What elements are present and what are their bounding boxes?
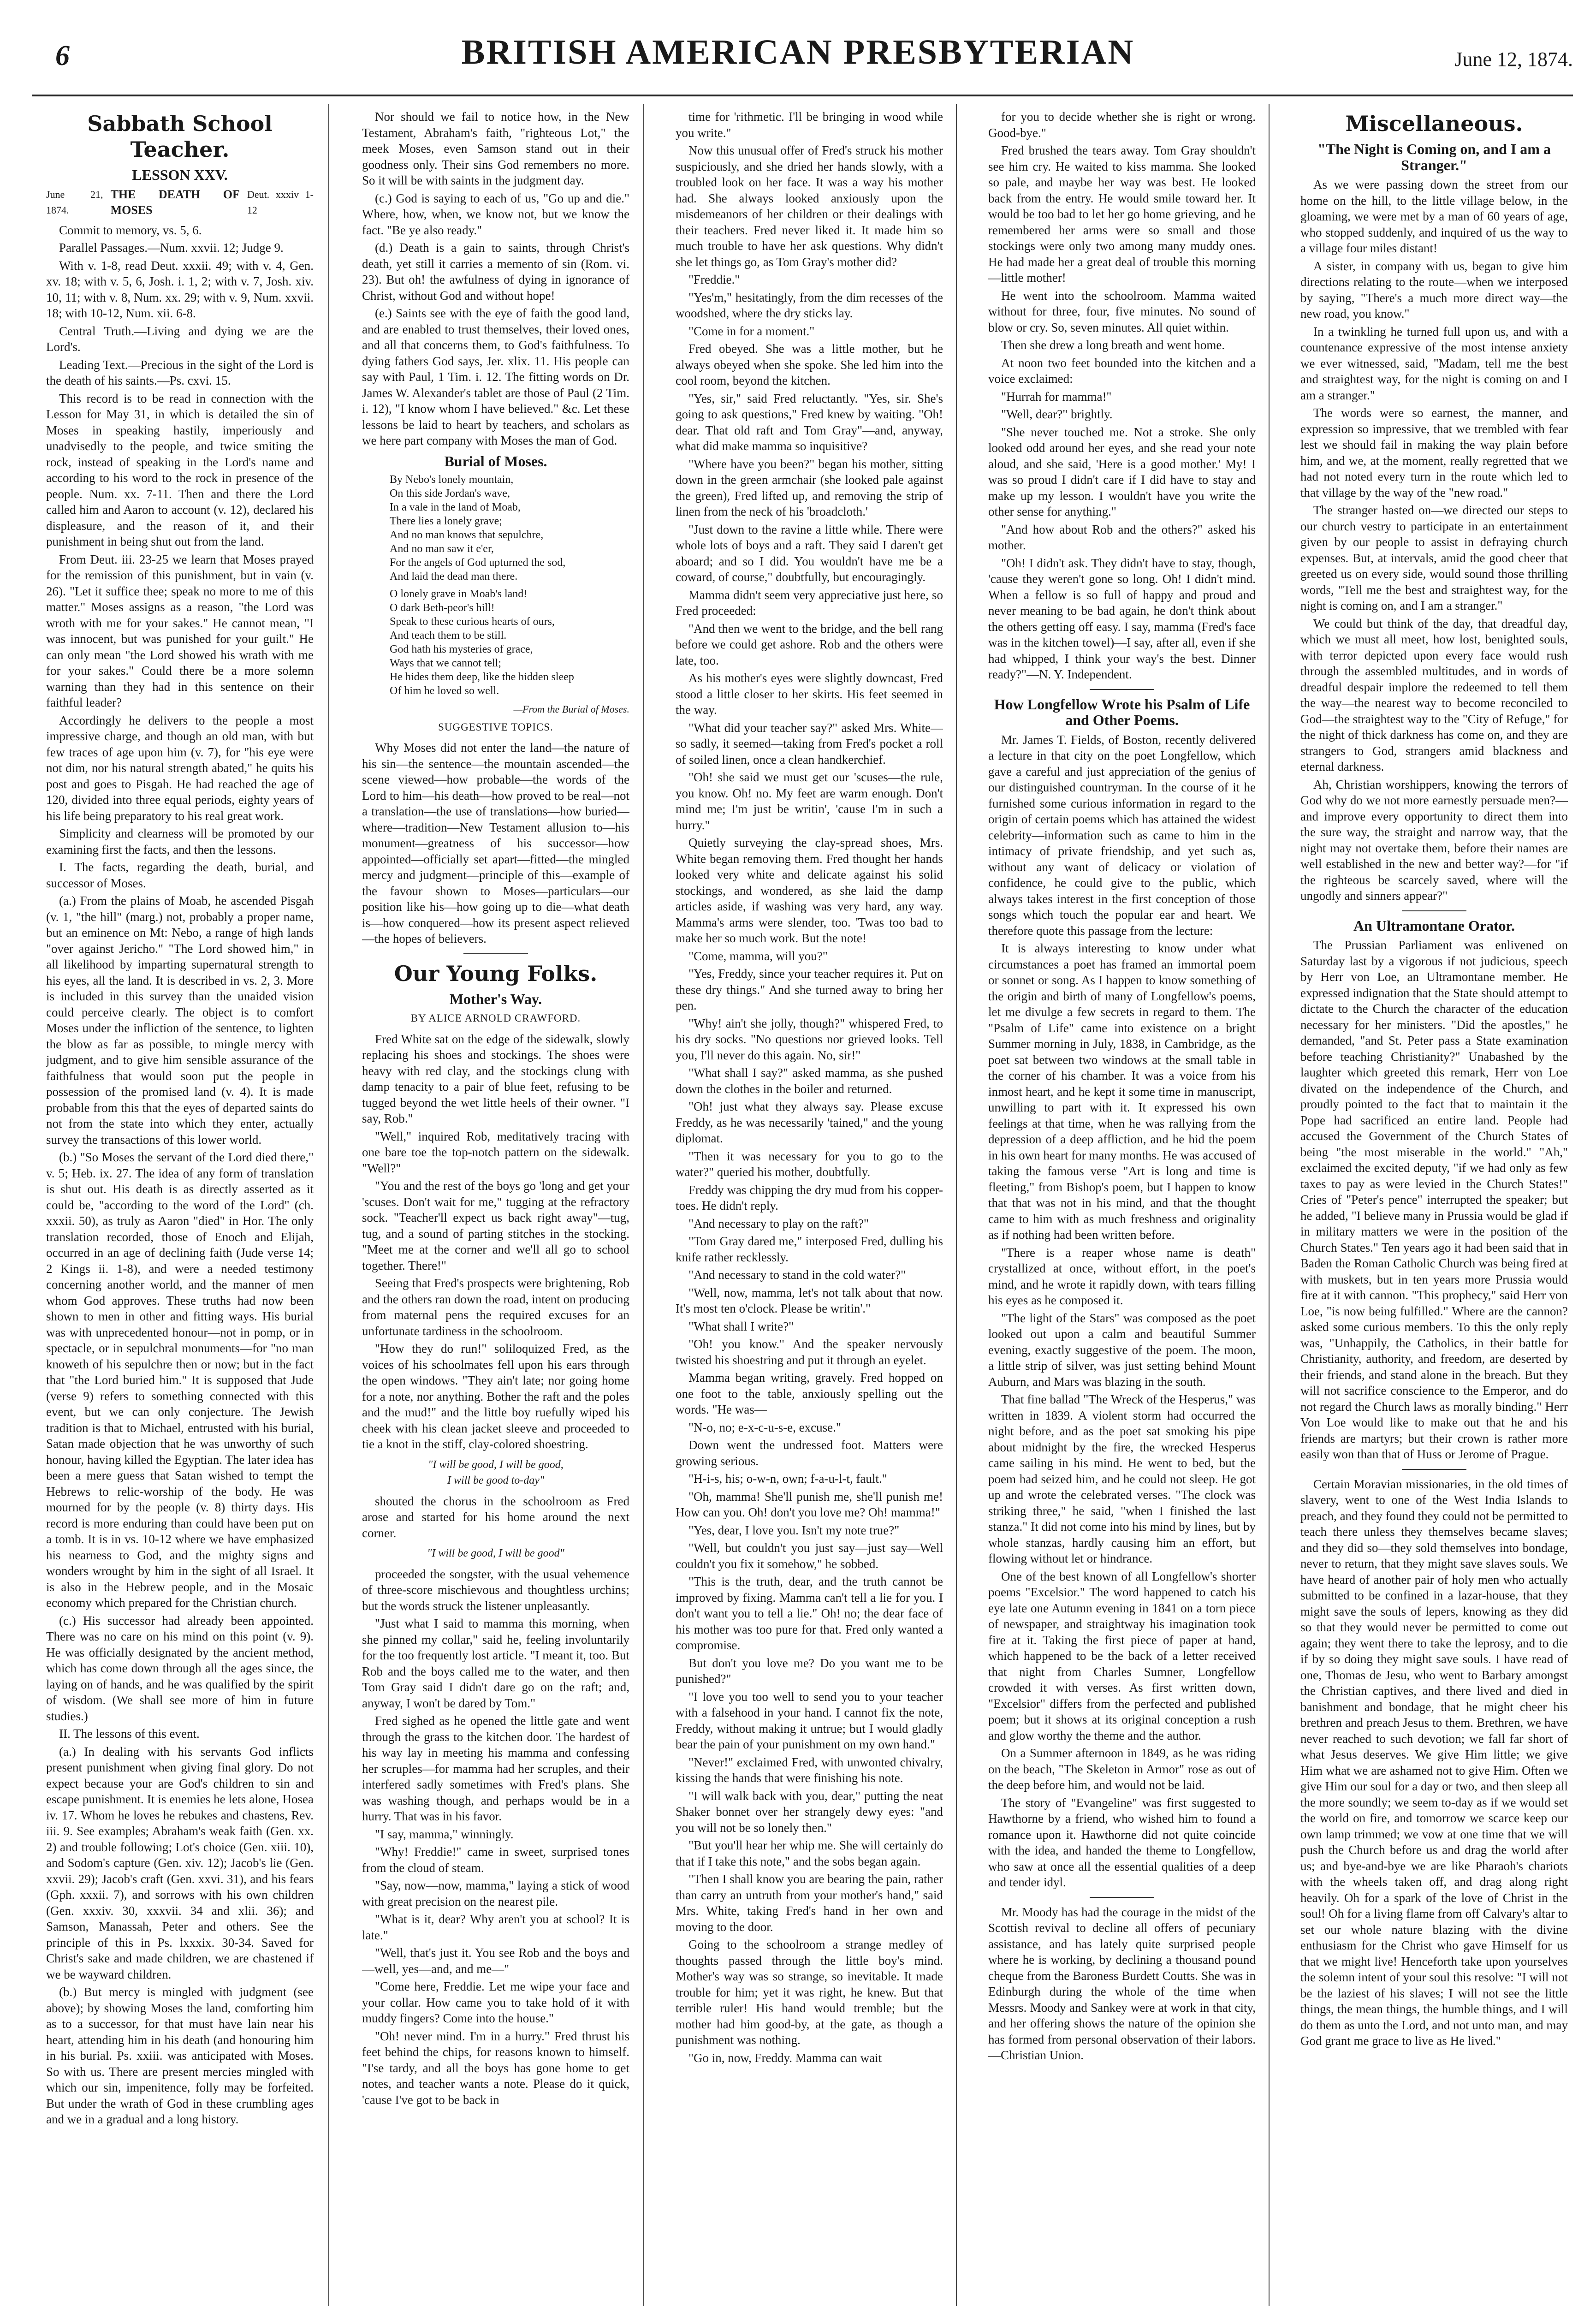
paragraph: "What shall I write?"	[688, 1319, 794, 1333]
poem-stanza: O lonely grave in Moab's land! O dark Beth-peor's hill! Speak to these curious hearts of ours, And teach them to be still. God hath his mysteries of grace, Ways that we cannot tell; He hides them deep, like the hidden sleep Of him he loved so well.	[390, 588, 574, 697]
paragraph: At noon two feet bounded into the kitchen and a voice exclaimed:	[988, 356, 1256, 386]
paragraph: "Hurrah for mamma!"	[1001, 389, 1112, 404]
paper-title: BRITISH AMERICAN PRESBYTERIAN	[461, 33, 1135, 71]
paragraph: "H-i-s, his; o-w-n, own; f-a-u-l-t, fault."	[688, 1472, 887, 1486]
song-quote: "I will be good, I will be good, I will be good to-day"	[428, 1458, 564, 1486]
paragraph: "Oh! I didn't ask. They didn't have to stay, though, 'cause they weren't gone so long. Oh! I didn't mind. When a fellow is so full of happy and proud and never meaning to be bad again, he don't think about the others getting off easy. I say, mamma (Fred's face was in the kitchen towel)—I say, after all, even if she had whipped, I think your way's the best. Dinner ready?"—N. Y. Independent.	[988, 556, 1256, 681]
story-title: Mother's Way.	[449, 990, 542, 1007]
paragraph: "I love you too well to send you to your teacher with a falsehood in your hand. I cannot fix the note, Freddy, without making it untrue; but I would gladly bear the pain of your punishment on my own hand."	[676, 1689, 943, 1751]
paragraph: Going to the schoolroom a strange medley of thoughts passed through the little boy's mind. Mother's way was so strange, so inevitable. It made trouble for him; yet it was right, he knew. But that terrible ruler! His hand would tremble; but the mother had him good-by, at the gate, as though a punishment was nothing.	[676, 1938, 943, 2047]
article-title: "The Night is Coming on, and I am a Stranger."	[1317, 141, 1551, 173]
paragraph: "Come in for a moment."	[688, 324, 815, 338]
paragraph: "Go in, now, Freddy. Mamma can wait	[688, 2050, 882, 2065]
paragraph: II. The lessons of this event.	[59, 1727, 200, 1741]
paragraph: "Where have you been?" began his mother, sitting down in the green armchair (she looked pale against the green), Fred lifted up, and removing the strip of linen from the neck of his 'broadcloth.'	[676, 457, 943, 518]
paragraph: "This is the truth, dear, and the truth cannot be improved by fixing. Mamma can't tell a lie for you. I don't want you to tell a lie." Oh! no; the dear face of his mother was too pure for that. Fred only wanted a compromise.	[676, 1575, 943, 1652]
masthead-rule	[32, 95, 1573, 96]
column-1	[46, 109, 314, 2306]
paragraph: "Well, now, mamma, let's not talk about that now. It's most ten o'clock. Please be writin'."	[676, 1285, 943, 1315]
section-title: Miscellaneous.	[1345, 111, 1523, 136]
paragraph: He went into the schoolroom. Mamma waited without for three, four, five minutes. No sound of blow or cry. So, seven minutes. All quiet within.	[988, 288, 1256, 334]
paragraph: (b.) "So Moses the servant of the Lord died there," v. 5; Heb. ix. 27. The idea of any form of translation is shut out. His death is as directly asserted as it could be, "according to the word of the Lord" (ch. xxxii. 50), as truly as Aaron "died" in Hor. The only translation recorded, those of Enoch and Elijah, occurred in an age of declining faith (Jude verse 14; 2 Kings ii. 1-8), and were a needed testimony concerning another world, and the manner of men whom God approves. These truths had now been shown to men in other and fitting ways. His burial was with unprecedented honour—not in pomp, or in spectacle, or in sepulchral monuments—for "no man knoweth of his sepulchre then or now; but in the fact that "the Lord buried him." It is supposed that Jude (verse 9) refers to something connected with this event, but we can only conjecture. The Jewish tradition is that to Michael, entrusted with his burial, Satan made objection that he was unworthy of such honour, having killed the Egyptian. The later idea has been a mere guess that Satan wished to tempt the Hebrews to relic-worship of the body. He was mourned for by the people (v. 8) thirty days. His record is more enduring than could have been put on a tomb. It is in vs. 10-12 where we have emphasized his nearness to God, and the mighty signs and wonders wrought by him in the sight of all Israel. It is also in the Hebrew people, and in the Mosaic economy which prepared for the Christian church.	[46, 1150, 314, 1610]
paragraph: "Then I shall know you are bearing the pain, rather than carry an untruth from your mother's hand," said Mrs. White, taking Fred's hand in her own and moving to the door.	[676, 1872, 943, 1934]
paragraph: (b.) But mercy is mingled with judgment (see above); by showing Moses the land, comforting him as to a successor, for that must have lain near his heart, attending him in his death (and honouring him in his burial. Ps. xxiii. was anticipated with Moses. So with us. There are present mercies mingled with which our sin, impenitence, folly may be forfeited. But under the wrath of God in these crumbling ages and we in a gradual and a long history.	[46, 1985, 314, 2126]
section-title: Our Young Folks.	[394, 961, 598, 986]
paragraph: The Prussian Parliament was enlivened on Saturday last by a vigorous if not judicious, speech by Herr von Loe, an Ultramontane member. He expressed indignation that the State should attempt to dictate to the Church the character of the education necessary for her ministers. "Did the apostles," he demanded, "and St. Peter pass a State examination before teaching Christianity?" Unabashed by the laughter which greeted this remark, Herr von Loe divated on the independence of the Church, and proudly pointed to the fact that to maintain it the Pope had sacrificed an entire land. People had accused the Government of the Church States of being "the most miserable in the world." "Ah," exclaimed the excited deputy, "if we had only as few taxes to pay as were levied in the Church States!" Cries of "Peter's pence" interrupted the speaker; but he added, "I believe many in Prussia would be glad if in military matters we were in the position of the Church States." Ten years ago it had been said that in Baden the Roman Catholic Church was being fired at with muskets, but in ten years more Prussia would fire at it with cannon. "This prophecy," said Herr von Loe, "is now being fulfilled." Where are the cannon? asked some curious members. To this the only reply was, "Unhappily, the Catholics, in their battle for Christianity, authority, and freedom, are deserted by their friends, and stand alone in the breach. But they will not sacrifice conscience to the Emperor, and do not regard the Church laws as morally binding." Herr Von Loe would like to make out that he and his friends are martyrs; but their crown is rather more easily won than that of Huss or Jerome of Prague.	[1300, 938, 1568, 1461]
paragraph: "And then we went to the bridge, and the bell rang before we could get ashore. Rob and the others were late, too.	[676, 621, 943, 667]
paragraph: Mamma didn't seem very appreciative just here, so Fred proceeded:	[676, 588, 943, 618]
lesson-date: June 21, 1874.	[46, 188, 103, 216]
paragraph: This record is to be read in connection with the Lesson for May 31, in which is detailed the sin of Moses in speaking hastily, imperiously and unadvisedly to the people, and twice smiting the rock, instead of speaking in the Lord's name and according to his word to the rock in presence of the people. Num. xx. 7-11. Then and there the Lord called him and Aaron to account (v. 12), declared his displeasure, and the reason of it, and their punishment in being shut out from the land.	[46, 391, 314, 548]
paragraph: Quietly surveying the clay-spread shoes, Mrs. White began removing them. Fred thought her hands looked very white and delicate against his solid stockings, and wondered, as she laid the damp articles aside, if washing was very hard, any way. Mamma's arms were slender, too. 'Twas too bad to make her so much work. But the note!	[676, 836, 943, 945]
page-number: 6	[55, 40, 70, 71]
paragraph: Freddy was chipping the dry mud from his copper-toes. He didn't reply.	[676, 1183, 943, 1212]
paragraph: for you to decide whether she is right or wrong. Good-bye."	[988, 110, 1256, 140]
paragraph: "Why! Freddie!" came in sweet, surprised tones from the cloud of steam.	[362, 1845, 629, 1875]
paragraph: "Why! ain't she jolly, though?" whispered Fred, to his dry socks. "No questions nor grieved looks. Tell you, I'll never do this again. No, sir!"	[676, 1016, 943, 1062]
paragraph: It is always interesting to know under what circumstances a poet has framed an immortal poem or sonnet or song. As I happen to know something of the origin and birth of many of Longfellow's poems, let me divulge a few secrets in regard to them. The "Psalm of Life" came into existence on a bright Summer morning in July, 1838, in Cambridge, as the poet sat between two windows at the small table in the corner of his chamber. It was a voice from his inmost heart, and he kept it some time in manuscript, unwilling to part with it. It expressed his own feelings at that time, when he was rallying from the depression of a deep affliction, and he hid the poem in his own heart for many months. He was accused of taking the famous verse "Art is long and time is fleeting," from Bishop's poem, but I happen to know that that was not in his mind, and that the thought came to him with as much freshness and originality as if nothing had been written before.	[988, 941, 1256, 1242]
column-4	[988, 109, 1256, 2306]
paragraph: (e.) Saints see with the eye of faith the good land, and are enabled to trust themselves, their loved ones, and all that concerns them, to God's faithfulness. To dying fathers God says, Jer. xlix. 11. His people can say with Paul, 1 Tim. i. 12. The fitting words on Dr. James W. Alexander's tablet are those of Paul (2 Tim. i. 12), "I know whom I have believed." &c. Let these lessons be laid to heart by teachers, and scholars as we here part company with Moses the man of God.	[362, 306, 629, 447]
lesson-title: THE DEATH OF MOSES	[110, 187, 240, 217]
paragraph: "N-o, no; e-x-c-u-s-e, excuse."	[688, 1420, 841, 1434]
paragraph: "What did your teacher say?" asked Mrs. White—so sadly, it seemed—taking from Fred's pocket a roll of soiled linen, once a clean handkerchief.	[676, 720, 943, 767]
paragraph: "What shall I say?" asked mamma, as she pushed down the clothes in the boiler and returned.	[676, 1066, 943, 1096]
column-divider	[643, 104, 644, 2306]
paragraph: "Come here, Freddie. Let me wipe your face and your collar. How came you to take hold of it with muddy fingers? Come into the house."	[362, 1979, 629, 2025]
poem-stanza: By Nebo's lonely mountain, On this side Jordan's wave, In a vale in the land of Moab, There lies a lonely grave; And no man knows that sepulchre, And no man saw it e'er, For the angels of God upturned the sod, And laid the dead man there.	[390, 474, 566, 582]
paragraph: Fred brushed the tears away. Tom Gray shouldn't see him cry. He waited to kiss mamma. She looked so pale, and maybe her way was best. He looked back from the entry. He would smile toward her. It would be too bad to let her go home grieving, and he remembered her arms were so small and those stockings were only two among many muddy ones. He had made her a great deal of trouble this morning—little mother!	[988, 143, 1256, 285]
paragraph: (c.) God is saying to each of us, "Go up and die." Where, how, when, we know not, but we know the fact. "Be ye also ready."	[362, 191, 629, 237]
paragraph: "Just down to the ravine a little while. There were whole lots of boys and a raft. They said I daren't get aboard; and so I did. You wouldn't have me be a coward, of course," doubtfully, but encouragingly.	[676, 522, 943, 584]
paragraph: "Then it was necessary for you to go to the water?" queried his mother, doubtfully.	[676, 1149, 943, 1179]
paragraph: Fred obeyed. She was a little mother, but he always obeyed when she spoke. She led him into the cool room, beyond the kitchen.	[676, 342, 943, 387]
paragraph: A sister, in company with us, began to give him directions relating to the route—when we interposed by saying, "There's a much more direct way—the new road, you know."	[1300, 259, 1568, 321]
paragraph: "I say, mamma," winningly.	[375, 1827, 514, 1841]
paragraph: (c.) His successor had already been appointed. There was no care on his mind on this point (v. 9). He was officially designated by the ancient method, which has come down through all the ages since, the laying on of hands, and he was qualified by the spirit of wisdom. (We shall see more of him in future studies.)	[46, 1613, 314, 1723]
paragraph: Accordingly he delivers to the people a most impressive charge, and though an old man, with but few traces of age upon him (v. 7), for "his eye were not dim, nor his natural strength abated," he quits his post and goes to Pisgah. He had reached the age of 120, divided into three equal periods, eighty years of his life being preparatory to his real great work.	[46, 713, 314, 823]
paragraph: I. The facts, regarding the death, burial, and successor of Moses.	[46, 860, 314, 890]
paragraph: Commit to memory, vs. 5, 6.	[59, 223, 202, 237]
paragraph: Mr. Moody has had the courage in the midst of the Scottish revival to decline all offers of pecuniary assistance, and has lately quite surprised people where he is working, by declining a thousand pound cheque from the Baroness Burdett Coutts. She was in Edinburgh during the whole of the time when Messrs. Moody and Sankey were at work in that city, and her offering shows the nature of the opinion she has formed from personal observation of their labors.—Christian Union.	[988, 1905, 1256, 2062]
column-3	[676, 109, 943, 2306]
paragraph: Certain Moravian missionaries, in the old times of slavery, went to one of the West India Islands to preach, and they found they could not be permitted to teach there unless they themselves became slaves; and they did so—they sold themselves into bondage, never to return, that they might save slaves souls. We have heard of another pair of holy men who actually submitted to be confined in a lazar-house, that they might save the souls of lepers, knowing as they did so that they would never be permitted to come out again; they went there to take the leprosy, and to die if by so doing they might save souls. I have read of one, Thomas de Jesu, who went to Barbary amongst the Christian captives, and there lived and died in banishment and bondage, that he might cheer his brethren and preach Jesus to them. Brethren, we have never reached to such devotion; we fall far short of what Jesus deserves. We give Him little; we give Him what we are ashamed not to give Him. Often we give Him our soul for a day or two, and then sleep all the more soundly; we seem to-day as if we would set the world on fire, and tomorrow we scarce keep our own lamp trimmed; we vow at one time that we will push the Church before us and drag the world after us; and bye-and-bye we are like Pharaoh's chariots with the wheels taken off, and drag along right heavily. Oh for a spark of the love of Christ in the soul! Oh for a living flame from off Calvary's altar to set our whole nature blazing with the divine enthusiasm for the Christ who gave Himself for us that we might live! Henceforth take upon yourselves the solemn intent of your soul this resolve: "I will not be the laziest of his slaves; I will not see the little things, the mean things, the humble things, and I will do them as unto the Lord, and not unto man, and may God grant me grace to live as He lived."	[1300, 1477, 1568, 2048]
paragraph: We could but think of the day, that dreadful day, which we must all meet, how lost, benighted souls, with terror depicted upon every face would rush through the assembled multitudes, and in words of dreadful despair implore the redeemed to tell them the way—the nearest way to become reconciled to God—the straightest way to the "City of Refuge," for the night of thick darkness has come on, and they are strangers to God, strangers amid blackness and eternal darkness.	[1300, 616, 1568, 773]
paragraph: With v. 1-8, read Deut. xxxii. 49; with v. 4, Gen. xv. 18; with v. 5, 6, Josh. i. 1, 2; with v. 7, Josh. xiv. 10, 11; with v. 8, Num. xx. 29; with v. 9, Num. xxvii. 18; with 10-12, Num. xii. 6-8.	[46, 258, 314, 320]
lesson-header	[46, 187, 314, 219]
paragraph: Leading Text.—Precious in the sight of the Lord is the death of his saints.—Ps. cxvi. 15.	[46, 357, 314, 387]
paragraph: "Come, mamma, will you?"	[688, 949, 828, 963]
column-divider	[328, 104, 329, 2306]
paragraph: Fred sighed as he opened the little gate and went through the grass to the kitchen door. The hardest of his way lay in meeting his mamma and confessing her scruples—for mamma had her scruples, and their interfered sadly sometimes with Fred's plans. She was washing though, and perhaps would be in a hurry. That was in his favor.	[362, 1714, 629, 1823]
paragraph: Seeing that Fred's prospects were brightening, Rob and the others ran down the road, intent on producing from maternal pens the required excuses for an unfortunate tardiness in the schoolroom.	[362, 1276, 629, 1338]
article-title: How Longfellow Wrote his Psalm of Life and Other Poems.	[994, 695, 1250, 728]
paragraph: Nor should we fail to notice how, in the New Testament, Abraham's faith, "righteous Lot," the meek Moses, even Samson stand out in their goodness only. Their sins God remembers no more. So it will be with saints in the judgment day.	[362, 110, 629, 187]
paragraph: But don't you love me? Do you want me to be punished?"	[676, 1656, 943, 1686]
article-title: An Ultramontane Orator.	[1353, 917, 1515, 934]
paragraph: Ah, Christian worshippers, knowing the terrors of God why do we not more earnestly persuade men?—and improve every opportunity to direct them into the sure way, the straight and narrow way, that the night may not overtake them, before their names are well established in the new and better way?—for "if the righteous be scarcely saved, where will the ungodly and sinners appear?"	[1300, 777, 1568, 903]
paragraph: That fine ballad "The Wreck of the Hesperus," was written in 1839. A violent storm had occurred the night before, and as the poet sat smoking his pipe about midnight by the fire, the wrecked Hesperus came sailing in his mind. He went to bed, but the poem had seized him, and he could not sleep. He got up and wrote the celebrated verses. "The clock was striking three," he said, "when I finished the last stanza." It did not come into his mind by lines, but by whole stanzas, hardly causing him an effort, but flowing without let or hindrance.	[988, 1392, 1256, 1565]
paragraph: "And necessary to stand in the cold water?"	[688, 1268, 906, 1282]
paragraph: Why Moses did not enter the land—the nature of his sin—the sentence—the mountain ascended—the scene viewed—how probable—the words of the Lord to him—his death—how proved to be real—not a translation—the use of translations—how buried—where—tradition—New Testament allusion to—his monument—greatness of his successor—how appointed—officially set apart—fitted—the mingled mercy and judgment—principle of this—example of the favour shown to Moses—particulars—our position like his—how going up to die—what death is—how conquered—how its present aspect relieved—the hopes of believers.	[362, 741, 629, 945]
paragraph: From Deut. iii. 23-25 we learn that Moses prayed for the remission of this punishment, but in vain (v. 26). "Let it suffice thee; speak no more to me of this matter." Moses assigns as a reason, "the Lord was wroth with me for your sakes." He cannot mean, "I was innocent, but was punished for your guilt." He can only mean "the Lord showed his wrath with me for your sakes." Could there be a more solemn warning than they had in this sentence on their faithful leader?	[46, 552, 314, 709]
lesson-reference: Deut. xxxiv 1-12	[247, 188, 314, 216]
paragraph: "The light of the Stars" was composed as the poet looked out upon a calm and beautiful Summer evening, exactly suggestive of the poem. The moon, a little strip of silver, was just setting behind Mount Auburn, and Mars was blazing in the south.	[988, 1311, 1256, 1389]
paragraph: "And necessary to play on the raft?"	[688, 1216, 869, 1230]
paragraph: Central Truth.—Living and dying we are the Lord's.	[46, 324, 314, 354]
paragraph: Then she drew a long breath and went home.	[1001, 338, 1225, 352]
paragraph: "Well, but couldn't you just say—just say—Well couldn't you fix it somehow," he sobbed.	[676, 1541, 943, 1571]
paragraph: The words were so earnest, the manner, and expression so impressive, that we trembled with fear lest we should fail in making the way plain before him, and we, at the moment, really regretted that we had not noted every turn in the route which led to that village by the way of the "new road."	[1300, 406, 1568, 499]
paragraph: "I will walk back with you, dear," putting the neat Shaker bonnet over her strangely dewy eyes: "and you will not be so lonely then."	[676, 1789, 943, 1835]
poem-title: Burial of Moses.	[444, 452, 547, 470]
column-5	[1300, 109, 1568, 2306]
paragraph: "And how about Rob and the others?" asked his mother.	[988, 522, 1256, 552]
divider	[1402, 1469, 1466, 1470]
paragraph: "Freddie."	[688, 273, 740, 286]
paragraph: "There is a reaper whose name is death" crystallized at once, without effort, in the poet's mind, and he wrote it rapidly down, with tears filling his eyes as he composed it.	[988, 1245, 1256, 1307]
paragraph: time for 'rithmetic. I'll be bringing in wood while you write."	[676, 110, 943, 140]
paragraph: Down went the undressed foot. Matters were growing serious.	[676, 1438, 943, 1468]
song-quote: "I will be good, I will be good"	[427, 1547, 564, 1559]
paragraph: "Oh! just what they always say. Please excuse Freddy, as he was necessarily 'tained," and the young diplomat.	[676, 1100, 943, 1145]
paragraph: "Oh, mamma! She'll punish me, she'll punish me! How can you. Oh! don't you love me? Oh! mamma!"	[676, 1489, 943, 1519]
paragraph: "How they do run!" soliloquized Fred, as the voices of his schoolmates fell upon his ears through the open windows. "They ain't late; nor going home for a note, nor anything. Bother the raft and the poles and the mud!" and the little boy ruefully wiped his cheek with his clean jacket sleeve and proceeded to tie a knot in the stiff, clay-colored shoestring.	[362, 1342, 629, 1451]
paragraph: (a.) In dealing with his servants God inflicts present punishment when giving final glory. Do not expect because your are God's children to sin and escape punishment. It is enemies he lets alone, Hosea iv. 17. Whom he loves he rebukes and chastens, Rev. iii. 9. See examples; Abraham's weak faith (Gen. xx. 2) and trouble following; Lot's choice (Gen. xiii. 10), and Sodom's capture (Gen. xiv. 12); Jacob's lie (Gen. xxvii. 29); Jacob's craft (Gen. xxvi. 31), and his fears (Gph. xxxii. 7), and sorrows with his own children (Gen. xxxiv. 30, xxxvii. 34 and xlii. 36); and Samson, Manassah, Peter and others. See the principle of this in Ps. lxxxix. 30-34. Saved for Christ's sake and made children, we are chastened if we be wayward children.	[46, 1744, 314, 1981]
lesson-number: LESSON XXV.	[132, 166, 228, 183]
paragraph: (a.) From the plains of Moab, he ascended Pisgah (v. 1, "the hill" (marg.) not, probably a proper name, but an eminence on Mt: Nebo, a range of high lands "over against Jericho." "The Lord showed him," in all likelihood by imparting supernatural strength to his eyes, all the land. It is described in vs. 2, 3. More is included in this survey than the unaided vision could perceive clearly. The object is to comfort Moses under the infliction of the sentence, to lighten the blow as far as possible, to mingle mercy with judgment, and to give him sensible assurance of the faithfulness that would soon put the people in possession of the promised land (v. 4). It is made probable from this that the eyes of departed saints do not from the state into which they enter, actually survey the transactions of this lower world.	[46, 894, 314, 1147]
paragraph: "Well, dear?" brightly.	[1001, 407, 1113, 421]
column-divider	[1269, 104, 1270, 2306]
paragraph: "She never touched me. Not a stroke. She only looked odd around her eyes, and she read your note aloud, and she said, 'Here is a good mother.' My! I was so proud I didn't care if I did have to stay and make up my lesson. I wouldn't have you write the other sense for anything."	[988, 425, 1256, 518]
paragraph: The story of "Evangeline" was first suggested to Hawthorne by a friend, who wished him to found a romance upon it. Hawthorne did not quite coincide with the idea, and handed the theme to Longfellow, who saw at once all the essential qualities of a deep and tender idyl.	[988, 1795, 1256, 1889]
paragraph: "Just what I said to mamma this morning, when she pinned my collar," said he, feeling involuntarily for the too frequently lost article. "I meant it, too. But Rob and the boys called me to the water, and then Tom Gray said I didn't dare go on the raft; and, anyway, I won't be dared by Tom."	[362, 1617, 629, 1710]
paragraph: "Yes, sir," said Fred reluctantly. "Yes, sir. She's going to ask questions," Fred knew by waiting. "Oh! dear. That old raft and Tom Gray"—and, anyway, what did make mamma so inquisitive?	[676, 391, 943, 453]
topics-heading: SUGGESTIVE TOPICS.	[438, 721, 553, 733]
paragraph: Now this unusual offer of Fred's struck his mother suspiciously, and she dried her hands slowly, with a troubled look on her face. It was a way his mother had. She always looked anxiously upon the misdemeanors of her children or their dealings with their teachers. Fred never liked it. It made him so much trouble to have her ask questions. Why didn't she let things go, as Tom Gray's mother did?	[676, 143, 943, 269]
paragraph: "Say, now—now, mamma," laying a stick of wood with great precision on the nearest pile.	[362, 1878, 629, 1908]
paragraph: Mr. James T. Fields, of Boston, recently delivered a lecture in that city on the poet Longfellow, which gave a careful and just appreciation of the genius of our distinguished countryman. In the course of it he furnished some curious information in regard to the origin of certain poems which has attained the widest celebrity—information such as came to him in the intimacy of private friendship, and yet such as, without any want of delicacy or violation of confidence, he could give to the public, which always takes interest in the first conception of those songs which touch the popular ear and heart. We therefore quote this passage from the lecture:	[988, 732, 1256, 938]
issue-date: June 12, 1874.	[1454, 48, 1573, 71]
paragraph: (d.) Death is a gain to saints, through Christ's death, yet still it carries a memento of sin (Rom. vi. 23). But oh! the awfulness of dying in ignorance of Christ, without God and without hope!	[362, 241, 629, 303]
paragraph: "Oh! you know." And the speaker nervously twisted his shoestring and put it through an eyelet.	[676, 1337, 943, 1367]
paragraph: Simplicity and clearness will be promoted by our examining first the facts, and then the lessons.	[46, 826, 314, 856]
paragraph: As his mother's eyes were slightly downcast, Fred stood a little closer to her skirts. His feet seemed in the way.	[676, 671, 943, 717]
paragraph: proceeded the songster, with the usual vehemence of three-score mischievous and thoughtless urchins; but the words struck the listener unpleasantly.	[362, 1567, 629, 1613]
divider	[1090, 1897, 1154, 1898]
paragraph: "Yes, dear, I love you. Isn't my note true?"	[688, 1523, 900, 1537]
paragraph: "Yes'm," hesitatingly, from the dim recesses of the woodshed, where the dry sticks lay.	[676, 290, 943, 320]
paragraph: "Oh! she said we must get our 'scuses—the rule, you know. Oh! no. My feet are warm enough. Don't mind me; I'm just be writin', 'cause I'm in such a hurry."	[676, 770, 943, 832]
paragraph: "What is it, dear? Why aren't you at school? It is late."	[362, 1912, 629, 1942]
paragraph: "Yes, Freddy, since your teacher requires it. Put on these dry things." And she turned away to bring her pen.	[676, 967, 943, 1012]
paragraph: On a Summer afternoon in 1849, as he was riding on the beach, "The Skeleton in Armor" rose as out of the deep before him, and would not be laid.	[988, 1746, 1256, 1792]
poem-source: —From the Burial of Moses.	[513, 703, 629, 715]
masthead	[18, 33, 1578, 87]
divider	[463, 953, 528, 954]
paragraph: Fred White sat on the edge of the sidewalk, slowly replacing his shoes and stockings. The shoes were heavy with red clay, and the stockings clung with damp tenacity to a pair of blue feet, refusing to be tugged beyond the wet little heels of their owner. "I say, Rob."	[362, 1032, 629, 1125]
divider	[1090, 689, 1154, 690]
paragraph: Mamma began writing, gravely. Fred hopped on one foot to the table, anxiously spelling out the words. "He was—	[676, 1371, 943, 1416]
paragraph: The stranger hasted on—we directed our steps to our church vestry to participate in an entertainment given by our people to assist in defraying church expenses. But, at intervals, amid the good cheer that greeted us on every side, would sound those thrilling words, "Tell me the best and straightest way, for the night is coming on, and I am a stranger."	[1300, 503, 1568, 612]
paragraph: "But you'll hear her whip me. She will certainly do that if I take this note," and the sobs began again.	[676, 1838, 943, 1868]
paragraph: "Oh! never mind. I'm in a hurry." Fred thrust his feet behind the chips, for reasons known to himself. "I'se tardy, and all the boys has gone home to get notes, and teacher wants a note. Please do it quick, 'cause I've got to be back in	[362, 2029, 629, 2107]
paragraph: As we were passing down the street from our home on the hill, to the little village below, in the gloaming, we were met by a man of 60 years of age, who stopped suddenly, and inquired of us the way to a village four miles distant!	[1300, 178, 1568, 255]
paragraph: "Well," inquired Rob, meditatively tracing with one bare toe the top-notch pattern on the sidewalk. "Well?"	[362, 1129, 629, 1175]
divider	[1402, 910, 1466, 911]
paragraph: "Tom Gray dared me," interposed Fred, dulling his knife rather recklessly.	[676, 1234, 943, 1264]
section-title: Sabbath School Teacher.	[87, 111, 273, 162]
paragraph: shouted the chorus in the schoolroom as Fred arose and started for his home around the next corner.	[362, 1494, 629, 1540]
paragraph: "Well, that's just it. You see Rob and the boys and—well, yes—and, and me—"	[362, 1946, 629, 1976]
paragraph: In a twinkling he turned full upon us, and with a countenance expressive of the most intense anxiety we ever witnessed, said, "Madam, tell me the best and straightest way, for the night is coming on and I am a stranger."	[1300, 324, 1568, 402]
column-2	[362, 109, 629, 2306]
paragraph: One of the best known of all Longfellow's shorter poems "Excelsior." The word happened to catch his eye late one Autumn evening in 1841 on a torn piece of newspaper, and straightway his imagination took fire at it. Taking the first piece of paper at hand, which happened to be the back of a letter received that night from Charles Sumner, Longfellow crowded it with verses. As first written down, "Excelsior" differs from the perfected and published poem; but it shows at its original conception a rush and glow worthy the theme and the author.	[988, 1569, 1256, 1742]
paragraph: Parallel Passages.—Num. xxvii. 12; Judge 9.	[59, 241, 284, 255]
column-divider	[956, 104, 957, 2306]
byline: BY ALICE ARNOLD CRAWFORD.	[410, 1012, 581, 1024]
paragraph: "You and the rest of the boys go 'long and get your 'scuses. Don't wait for me," tugging at the refractory sock. "Teacher'll expect us back right away"—tug, tug, and a sound of parting stitches in the stocking. "Meet me at the corner and we'll all go to school together. There!"	[362, 1179, 629, 1272]
paragraph: "Never!" exclaimed Fred, with unwonted chivalry, kissing the hands that were finishing his note.	[676, 1755, 943, 1785]
